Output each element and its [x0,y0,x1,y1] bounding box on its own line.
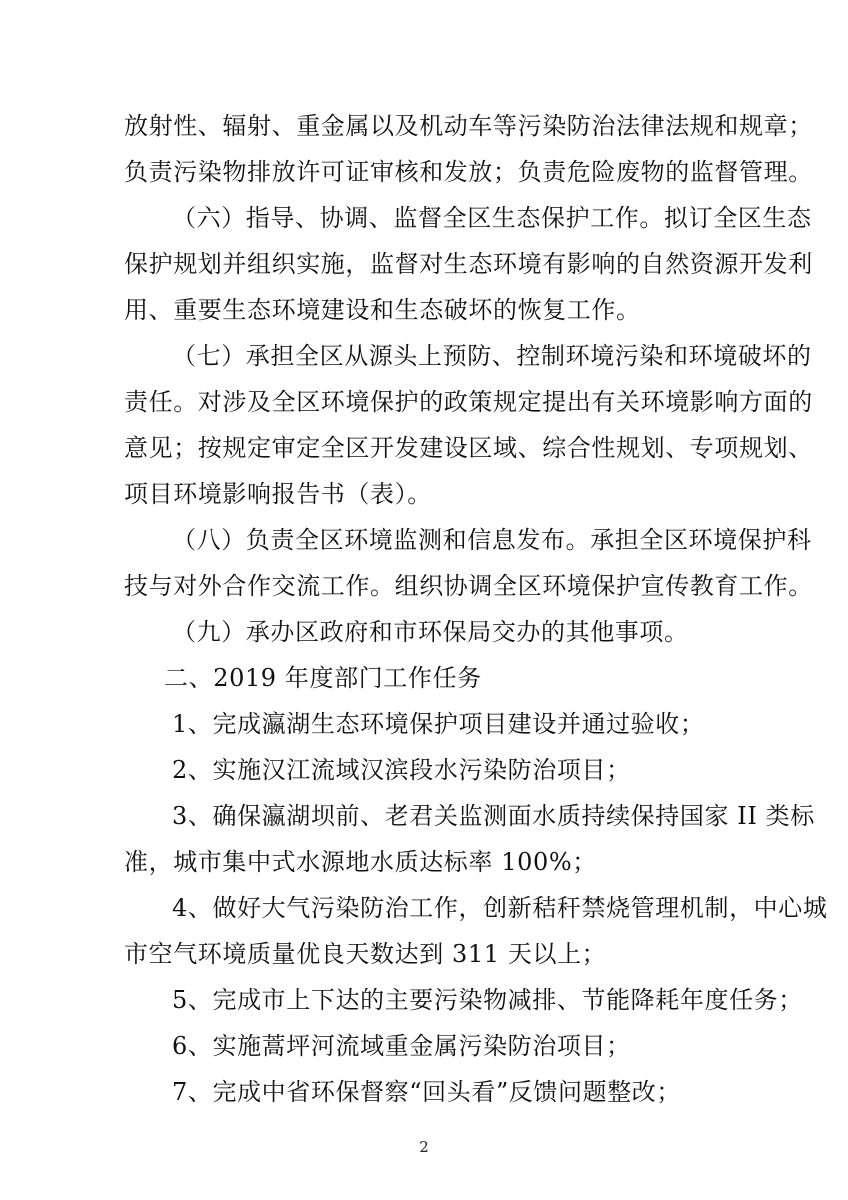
task-item: 3、确保瀛湖坝前、老君关监测面水质持续保持国家 II 类标 [172,802,815,830]
task-item: 5、完成市上下达的主要污染物减排、节能降耗年度任务； [172,986,803,1014]
paragraph-seven-heading: （七）承担全区从源头上预防、控制环境污染和环境破坏的 [172,342,812,370]
paragraph-nine-heading: （九）承办区政府和市环保局交办的其他事项。 [172,618,689,646]
text-line: 准，城市集中式水源地水质达标率 100%； [124,848,597,876]
section-heading: 二、2019 年度部门工作任务 [164,664,482,692]
text-line: 放射性、辐射、重金属以及机动车等污染防治法律法规和规章； [124,112,813,140]
text-line: 保护规划并组织实施，监督对生态环境有影响的自然资源开发利 [124,250,813,278]
task-item: 7、完成中省环保督察“回头看”反馈问题整改； [172,1078,682,1106]
task-item: 2、实施汉江流域汉滨段水污染防治项目； [172,756,631,784]
task-item: 1、完成瀛湖生态环境保护项目建设并通过验收； [172,710,705,738]
text-line: 责任。对涉及全区环境保护的政策规定提出有关环境影响方面的 [124,388,813,416]
task-item: 6、实施蒿坪河流域重金属污染防治项目； [172,1032,631,1060]
text-line: 负责污染物排放许可证审核和发放；负责危险废物的监督管理。 [124,158,813,186]
paragraph-eight-heading: （八）负责全区环境监测和信息发布。承担全区环境保护科 [172,526,812,554]
task-item: 4、做好大气污染防治工作，创新秸秆禁烧管理机制，中心城 [172,894,828,922]
text-line: 意见；按规定审定全区开发建设区域、综合性规划、专项规划、 [124,434,813,462]
text-line: 项目环境影响报告书（表）。 [124,480,432,508]
paragraph-six-heading: （六）指导、协调、监督全区生态保护工作。拟订全区生态 [172,204,812,232]
page-number: 2 [419,1138,429,1156]
text-line: 用、重要生态环境建设和生态破坏的恢复工作。 [124,296,641,324]
text-line: 技与对外合作交流工作。组织协调全区环境保护宣传教育工作。 [124,572,813,600]
text-line: 市空气环境质量优良天数达到 311 天以上； [124,940,607,968]
